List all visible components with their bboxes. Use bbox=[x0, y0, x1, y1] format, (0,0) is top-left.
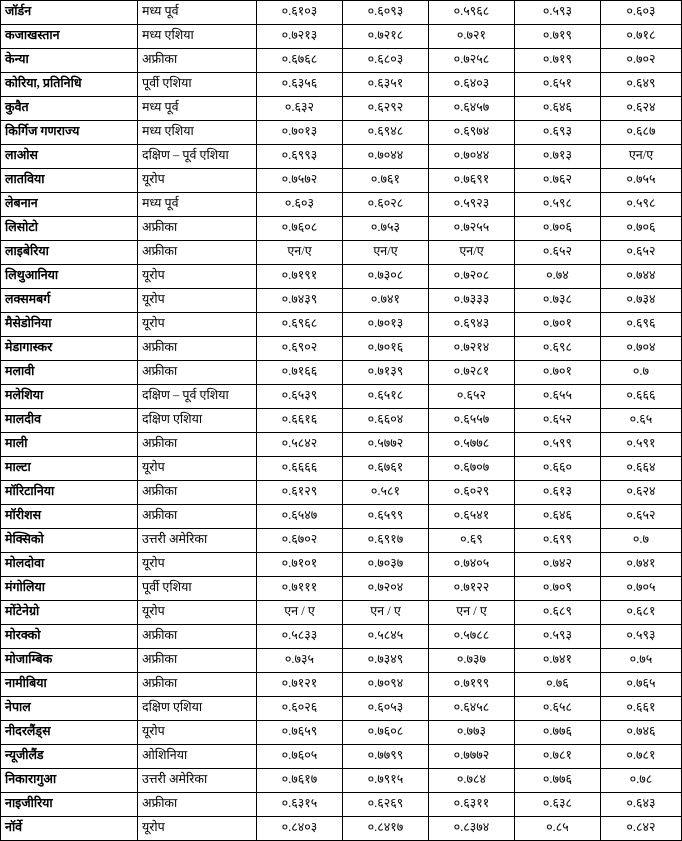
cell-country: मंगोलिया bbox=[1, 577, 138, 601]
cell-country: माल्टा bbox=[1, 457, 138, 481]
cell-value-2: ०.७२१८ bbox=[343, 25, 429, 49]
cell-region: अफ्रीका bbox=[138, 49, 257, 73]
cell-value-1: एन / ए bbox=[257, 601, 343, 625]
cell-region: यूरोप bbox=[138, 313, 257, 337]
cell-value-2: ०.६६०४ bbox=[343, 409, 429, 433]
table-row bbox=[1, 313, 682, 337]
table-row bbox=[1, 721, 682, 745]
cell-value-4: ०.५९३ bbox=[515, 625, 601, 649]
cell-value-3: ०.७२१४ bbox=[429, 337, 515, 361]
table-row bbox=[1, 553, 682, 577]
cell-country: नाइजीरिया bbox=[1, 793, 138, 817]
cell-value-1: ०.६३५६ bbox=[257, 73, 343, 97]
cell-value-1: ०.७१६६ bbox=[257, 361, 343, 385]
table-row bbox=[1, 73, 682, 97]
cell-value-2: ०.६२६९ bbox=[343, 793, 429, 817]
cell-value-2: एन/ए bbox=[343, 241, 429, 265]
cell-country: नामीबिया bbox=[1, 673, 138, 697]
table-row bbox=[1, 241, 682, 265]
table-row bbox=[1, 25, 682, 49]
cell-region: यूरोप bbox=[138, 457, 257, 481]
cell-value-5: ०.६५२ bbox=[601, 241, 682, 265]
cell-value-5: ०.६८१ bbox=[601, 601, 682, 625]
cell-country: लातविया bbox=[1, 169, 138, 193]
table-row bbox=[1, 529, 682, 553]
cell-value-2: ०.७२०४ bbox=[343, 577, 429, 601]
cell-value-1: ०.५८३३ bbox=[257, 625, 343, 649]
cell-value-2: ०.७५३ bbox=[343, 217, 429, 241]
cell-region: अफ्रीका bbox=[138, 361, 257, 385]
cell-value-1: ०.७६०५ bbox=[257, 745, 343, 769]
cell-region: अफ्रीका bbox=[138, 481, 257, 505]
cell-value-1: ०.६१०३ bbox=[257, 1, 343, 25]
cell-value-3: ०.७२८१ bbox=[429, 361, 515, 385]
cell-value-5: ०.७५ bbox=[601, 649, 682, 673]
cell-value-3: ०.६९७४ bbox=[429, 121, 515, 145]
cell-value-3: ०.६७०७ bbox=[429, 457, 515, 481]
cell-region: दक्षिण – पूर्व एशिया bbox=[138, 145, 257, 169]
cell-region: दक्षिण एशिया bbox=[138, 697, 257, 721]
table-row bbox=[1, 601, 682, 625]
cell-value-5: ०.७१८ bbox=[601, 25, 682, 49]
cell-value-1: ०.५८४२ bbox=[257, 433, 343, 457]
cell-value-4: ०.७०६ bbox=[515, 217, 601, 241]
cell-value-4: ०.६१३ bbox=[515, 481, 601, 505]
cell-value-5: ०.७८ bbox=[601, 769, 682, 793]
cell-value-3: ०.६५४१ bbox=[429, 505, 515, 529]
cell-value-3: ०.६५५७ bbox=[429, 409, 515, 433]
cell-value-2: ०.७३४९ bbox=[343, 649, 429, 673]
cell-value-4: ०.६५८ bbox=[515, 697, 601, 721]
table-row bbox=[1, 385, 682, 409]
cell-value-2: ०.५८१ bbox=[343, 481, 429, 505]
cell-value-1: ०.७०१३ bbox=[257, 121, 343, 145]
cell-value-2: ०.६२९२ bbox=[343, 97, 429, 121]
cell-country: लिसोटो bbox=[1, 217, 138, 241]
table-row bbox=[1, 217, 682, 241]
cell-value-3: ०.६४५८ bbox=[429, 697, 515, 721]
cell-value-2: ०.७६०८ bbox=[343, 721, 429, 745]
cell-region: मध्य एशिया bbox=[138, 25, 257, 49]
cell-value-2: ०.७३०८ bbox=[343, 265, 429, 289]
cell-value-2: ०.६५१८ bbox=[343, 385, 429, 409]
cell-country: मेक्सिको bbox=[1, 529, 138, 553]
cell-value-3: ०.७२५८ bbox=[429, 49, 515, 73]
cell-value-2: ०.७०४४ bbox=[343, 145, 429, 169]
cell-value-2: ०.६७६१ bbox=[343, 457, 429, 481]
cell-value-2: ०.६५९९ bbox=[343, 505, 429, 529]
cell-value-5: ०.८४२ bbox=[601, 817, 682, 841]
cell-region: यूरोप bbox=[138, 817, 257, 841]
table-row bbox=[1, 265, 682, 289]
cell-value-4: ०.७४१ bbox=[515, 649, 601, 673]
cell-country: मॉरीशस bbox=[1, 505, 138, 529]
cell-value-2: ०.७०९४ bbox=[343, 673, 429, 697]
cell-value-4: ०.७१३ bbox=[515, 145, 601, 169]
cell-value-5: ०.६०३ bbox=[601, 1, 682, 25]
cell-value-5: ०.७४४ bbox=[601, 265, 682, 289]
cell-country: मैसेडोनिया bbox=[1, 313, 138, 337]
cell-value-5: ०.७४१ bbox=[601, 553, 682, 577]
cell-value-1: ०.७२१३ bbox=[257, 25, 343, 49]
cell-value-4: ०.७०१ bbox=[515, 361, 601, 385]
cell-region: यूरोप bbox=[138, 721, 257, 745]
table-row bbox=[1, 817, 682, 841]
cell-value-5: ०.७५५ bbox=[601, 169, 682, 193]
cell-value-5: एन/ए bbox=[601, 145, 682, 169]
cell-value-4: ०.६४६ bbox=[515, 97, 601, 121]
cell-value-1: ०.६७६८ bbox=[257, 49, 343, 73]
cell-value-1: ०.७४३९ bbox=[257, 289, 343, 313]
cell-value-4: ०.६९८ bbox=[515, 337, 601, 361]
table-row bbox=[1, 49, 682, 73]
cell-region: यूरोप bbox=[138, 601, 257, 625]
cell-value-3: ०.५७७८ bbox=[429, 433, 515, 457]
cell-value-3: ०.७०४४ bbox=[429, 145, 515, 169]
cell-value-1: ०.७६५९ bbox=[257, 721, 343, 745]
cell-country: लिथुआनिया bbox=[1, 265, 138, 289]
cell-value-5: ०.७३४ bbox=[601, 289, 682, 313]
table-row bbox=[1, 289, 682, 313]
cell-region: यूरोप bbox=[138, 289, 257, 313]
cell-value-4: ०.६५१ bbox=[515, 73, 601, 97]
cell-value-1: ०.६७०२ bbox=[257, 529, 343, 553]
cell-value-3: ०.७१२२ bbox=[429, 577, 515, 601]
cell-value-3: ०.५७८८ bbox=[429, 625, 515, 649]
cell-country: मॉरिटानिया bbox=[1, 481, 138, 505]
cell-value-5: ०.७०६ bbox=[601, 217, 682, 241]
cell-value-3: ०.७२५५ bbox=[429, 217, 515, 241]
cell-country: लक्समबर्ग bbox=[1, 289, 138, 313]
cell-value-3: ०.७४०५ bbox=[429, 553, 515, 577]
table-row bbox=[1, 793, 682, 817]
cell-value-2: ०.७०१३ bbox=[343, 313, 429, 337]
cell-country: माली bbox=[1, 433, 138, 457]
cell-value-3: ०.७३३३ bbox=[429, 289, 515, 313]
cell-country: मोलदोवा bbox=[1, 553, 138, 577]
cell-value-2: ०.८४१७ bbox=[343, 817, 429, 841]
cell-region: अफ्रीका bbox=[138, 433, 257, 457]
cell-value-1: ०.७३५ bbox=[257, 649, 343, 673]
table-row bbox=[1, 169, 682, 193]
table-row bbox=[1, 505, 682, 529]
cell-country: कोरिया, प्रतिनिधि bbox=[1, 73, 138, 97]
table-row bbox=[1, 481, 682, 505]
cell-value-1: ०.६९९३ bbox=[257, 145, 343, 169]
cell-value-1: ०.६९०२ bbox=[257, 337, 343, 361]
cell-value-1: ०.७१२१ bbox=[257, 673, 343, 697]
cell-value-3: ०.७७७२ bbox=[429, 745, 515, 769]
cell-value-4: ०.५९९ bbox=[515, 433, 601, 457]
cell-region: पूर्वी एशिया bbox=[138, 73, 257, 97]
cell-value-3: एन / ए bbox=[429, 601, 515, 625]
cell-value-3: एन/ए bbox=[429, 241, 515, 265]
cell-region: अफ्रीका bbox=[138, 673, 257, 697]
cell-value-4: ०.६९३ bbox=[515, 121, 601, 145]
table-row bbox=[1, 337, 682, 361]
cell-value-1: ०.६१२९ bbox=[257, 481, 343, 505]
cell-value-4: ०.७६ bbox=[515, 673, 601, 697]
cell-value-2: ०.५७७२ bbox=[343, 433, 429, 457]
cell-value-3: ०.६९ bbox=[429, 529, 515, 553]
cell-value-1: ०.८४०३ bbox=[257, 817, 343, 841]
cell-value-3: ०.५९६८ bbox=[429, 1, 515, 25]
cell-value-3: ०.६०२९ bbox=[429, 481, 515, 505]
cell-value-4: ०.७०९ bbox=[515, 577, 601, 601]
table-row bbox=[1, 769, 682, 793]
cell-region: अफ्रीका bbox=[138, 625, 257, 649]
cell-value-5: ०.७ bbox=[601, 529, 682, 553]
cell-value-5: ०.६५२ bbox=[601, 505, 682, 529]
cell-value-5: ०.७६५ bbox=[601, 673, 682, 697]
cell-value-1: ०.७६१७ bbox=[257, 769, 343, 793]
cell-value-4: ०.७६२ bbox=[515, 169, 601, 193]
cell-value-2: ०.६८०३ bbox=[343, 49, 429, 73]
cell-value-5: ०.७४६ bbox=[601, 721, 682, 745]
cell-value-1: ०.७५७२ bbox=[257, 169, 343, 193]
cell-country: नीदरलैंड्स bbox=[1, 721, 138, 745]
cell-value-1: ०.७१९१ bbox=[257, 265, 343, 289]
cell-value-3: ०.७६९१ bbox=[429, 169, 515, 193]
cell-value-4: ०.६५५ bbox=[515, 385, 601, 409]
cell-value-3: ०.७७३ bbox=[429, 721, 515, 745]
cell-region: यूरोप bbox=[138, 553, 257, 577]
cell-region: अफ्रीका bbox=[138, 217, 257, 241]
cell-value-3: ०.७२०८ bbox=[429, 265, 515, 289]
cell-region: मध्य पूर्व bbox=[138, 193, 257, 217]
cell-country: न्यूजीलैंड bbox=[1, 745, 138, 769]
table-row bbox=[1, 361, 682, 385]
cell-country: मेडागास्कर bbox=[1, 337, 138, 361]
cell-region: अफ्रीका bbox=[138, 337, 257, 361]
cell-value-3: ०.७२१ bbox=[429, 25, 515, 49]
cell-country: नेपाल bbox=[1, 697, 138, 721]
cell-value-4: ०.५९३ bbox=[515, 1, 601, 25]
cell-value-1: ०.६३२ bbox=[257, 97, 343, 121]
cell-value-3: ०.७३७ bbox=[429, 649, 515, 673]
cell-value-3: ०.७१९९ bbox=[429, 673, 515, 697]
cell-value-5: ०.७०२ bbox=[601, 49, 682, 73]
cell-value-5: ०.६२४ bbox=[601, 481, 682, 505]
cell-value-5: ०.६८७ bbox=[601, 121, 682, 145]
cell-country: लाओस bbox=[1, 145, 138, 169]
cell-value-2: ०.६०९३ bbox=[343, 1, 429, 25]
cell-value-1: ०.६६१६ bbox=[257, 409, 343, 433]
cell-value-4: ०.७१९ bbox=[515, 25, 601, 49]
cell-region: मध्य पूर्व bbox=[138, 97, 257, 121]
cell-region: अफ्रीका bbox=[138, 649, 257, 673]
cell-country: मोजाम्बिक bbox=[1, 649, 138, 673]
cell-value-2: ०.७०१६ bbox=[343, 337, 429, 361]
cell-value-5: ०.५९३ bbox=[601, 625, 682, 649]
cell-value-4: ०.६५२ bbox=[515, 241, 601, 265]
table-row bbox=[1, 625, 682, 649]
cell-country: जॉर्डन bbox=[1, 1, 138, 25]
cell-value-4: ०.७३८ bbox=[515, 289, 601, 313]
cell-value-5: ०.६६४ bbox=[601, 457, 682, 481]
cell-country: निकारागुआ bbox=[1, 769, 138, 793]
cell-value-1: ०.६०३ bbox=[257, 193, 343, 217]
cell-region: उत्तरी अमेरिका bbox=[138, 769, 257, 793]
cell-value-3: ०.६३११ bbox=[429, 793, 515, 817]
cell-region: मध्य एशिया bbox=[138, 121, 257, 145]
cell-value-1: ०.७६०८ bbox=[257, 217, 343, 241]
cell-region: ओशिनिया bbox=[138, 745, 257, 769]
cell-country: मालदीव bbox=[1, 409, 138, 433]
cell-value-4: ०.६५२ bbox=[515, 409, 601, 433]
cell-value-5: ०.६२४ bbox=[601, 97, 682, 121]
cell-value-3: ०.८३७४ bbox=[429, 817, 515, 841]
cell-value-1: ०.६६६६ bbox=[257, 457, 343, 481]
table-row bbox=[1, 1, 682, 25]
cell-value-5: ०.५९८ bbox=[601, 193, 682, 217]
cell-value-1: ०.७१११ bbox=[257, 577, 343, 601]
cell-value-4: ०.६९९ bbox=[515, 529, 601, 553]
cell-region: यूरोप bbox=[138, 265, 257, 289]
table-row bbox=[1, 433, 682, 457]
cell-value-3: ०.६४०३ bbox=[429, 73, 515, 97]
cell-value-5: ०.७८१ bbox=[601, 745, 682, 769]
cell-value-2: ०.५८४५ bbox=[343, 625, 429, 649]
cell-region: पूर्वी एशिया bbox=[138, 577, 257, 601]
cell-value-2: एन / ए bbox=[343, 601, 429, 625]
cell-country: कजाखस्तान bbox=[1, 25, 138, 49]
cell-value-5: ०.६९६ bbox=[601, 313, 682, 337]
cell-region: अफ्रीका bbox=[138, 505, 257, 529]
cell-value-3: ०.६९४३ bbox=[429, 313, 515, 337]
cell-value-5: ०.७०५ bbox=[601, 577, 682, 601]
cell-value-4: ०.५९८ bbox=[515, 193, 601, 217]
cell-value-2: ०.७०३७ bbox=[343, 553, 429, 577]
cell-country: कुवैत bbox=[1, 97, 138, 121]
cell-region: मध्य पूर्व bbox=[138, 1, 257, 25]
cell-value-5: ०.६४९ bbox=[601, 73, 682, 97]
cell-value-4: ०.७०१ bbox=[515, 313, 601, 337]
cell-value-5: ०.६६६ bbox=[601, 385, 682, 409]
cell-value-4: ०.६८९ bbox=[515, 601, 601, 625]
cell-region: यूरोप bbox=[138, 169, 257, 193]
cell-value-4: ०.६६० bbox=[515, 457, 601, 481]
cell-value-3: ०.५९२३ bbox=[429, 193, 515, 217]
cell-value-5: ०.६५ bbox=[601, 409, 682, 433]
cell-country: लेबनान bbox=[1, 193, 138, 217]
cell-country: लाइबेरिया bbox=[1, 241, 138, 265]
cell-value-1: ०.७१०१ bbox=[257, 553, 343, 577]
cell-country: केन्या bbox=[1, 49, 138, 73]
cell-region: उत्तरी अमेरिका bbox=[138, 529, 257, 553]
cell-value-5: ०.६४३ bbox=[601, 793, 682, 817]
cell-value-5: ०.५९१ bbox=[601, 433, 682, 457]
table-row bbox=[1, 649, 682, 673]
cell-region: दक्षिण एशिया bbox=[138, 409, 257, 433]
cell-value-2: ०.६९१७ bbox=[343, 529, 429, 553]
cell-value-4: ०.७७६ bbox=[515, 769, 601, 793]
cell-value-2: ०.७१३९ bbox=[343, 361, 429, 385]
cell-country: मलावी bbox=[1, 361, 138, 385]
cell-country: मोंटेनेग्रो bbox=[1, 601, 138, 625]
cell-value-2: ०.६३५१ bbox=[343, 73, 429, 97]
cell-value-5: ०.७ bbox=[601, 361, 682, 385]
cell-value-2: ०.६०५३ bbox=[343, 697, 429, 721]
cell-value-2: ०.६०२८ bbox=[343, 193, 429, 217]
cell-value-4: ०.७१९ bbox=[515, 49, 601, 73]
table-row bbox=[1, 409, 682, 433]
cell-region: अफ्रीका bbox=[138, 793, 257, 817]
cell-value-2: ०.७४१ bbox=[343, 289, 429, 313]
cell-value-4: ०.७८१ bbox=[515, 745, 601, 769]
cell-value-4: ०.७४ bbox=[515, 265, 601, 289]
cell-value-5: ०.७०४ bbox=[601, 337, 682, 361]
cell-value-4: ०.६३८ bbox=[515, 793, 601, 817]
table-row bbox=[1, 193, 682, 217]
table-row bbox=[1, 673, 682, 697]
table-row bbox=[1, 697, 682, 721]
cell-region: दक्षिण – पूर्व एशिया bbox=[138, 385, 257, 409]
cell-value-4: ०.६४६ bbox=[515, 505, 601, 529]
cell-value-1: ०.६५४७ bbox=[257, 505, 343, 529]
table-row bbox=[1, 745, 682, 769]
cell-value-3: ०.७८४ bbox=[429, 769, 515, 793]
table-row bbox=[1, 145, 682, 169]
cell-value-3: ०.६४५७ bbox=[429, 97, 515, 121]
table-row bbox=[1, 97, 682, 121]
cell-value-2: ०.७९१५ bbox=[343, 769, 429, 793]
table-row bbox=[1, 121, 682, 145]
cell-value-4: ०.७७६ bbox=[515, 721, 601, 745]
cell-country: मोरक्को bbox=[1, 625, 138, 649]
cell-value-1: ०.६५३९ bbox=[257, 385, 343, 409]
table-body bbox=[1, 1, 682, 841]
cell-value-3: ०.६५२ bbox=[429, 385, 515, 409]
cell-value-2: ०.६९४८ bbox=[343, 121, 429, 145]
cell-region: अफ्रीका bbox=[138, 241, 257, 265]
cell-country: नॉर्वे bbox=[1, 817, 138, 841]
cell-country: किर्गिज गणराज्य bbox=[1, 121, 138, 145]
cell-value-4: ०.८५ bbox=[515, 817, 601, 841]
cell-value-1: ०.६९६८ bbox=[257, 313, 343, 337]
cell-value-1: ०.६०२६ bbox=[257, 697, 343, 721]
table-row bbox=[1, 577, 682, 601]
cell-value-1: ०.६३१५ bbox=[257, 793, 343, 817]
cell-value-1: एन/ए bbox=[257, 241, 343, 265]
cell-value-5: ०.६६१ bbox=[601, 697, 682, 721]
cell-country: मलेशिया bbox=[1, 385, 138, 409]
table-row bbox=[1, 457, 682, 481]
cell-value-4: ०.७४२ bbox=[515, 553, 601, 577]
cell-value-2: ०.७७९९ bbox=[343, 745, 429, 769]
cell-value-2: ०.७६१ bbox=[343, 169, 429, 193]
